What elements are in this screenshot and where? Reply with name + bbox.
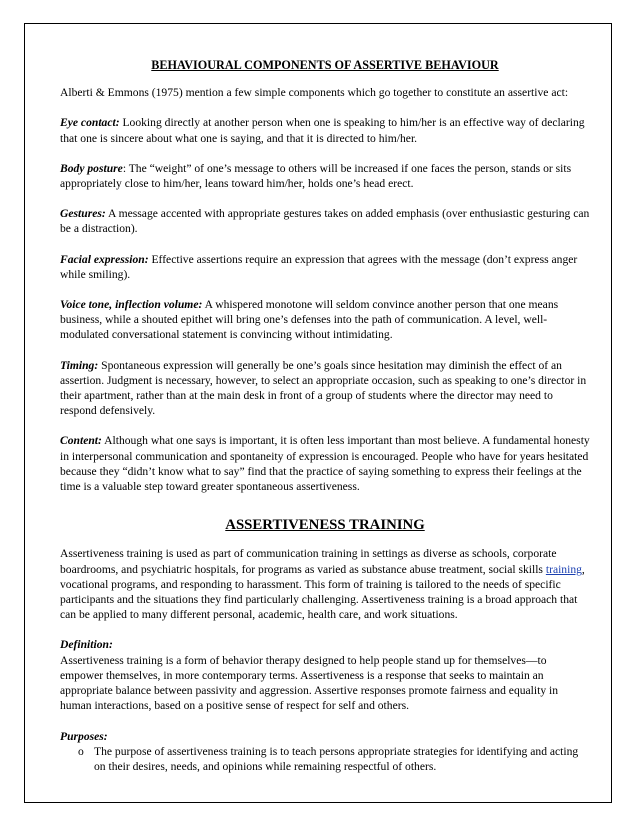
bullet-marker: o xyxy=(78,744,84,758)
component-term: Timing: xyxy=(60,358,99,372)
component-timing xyxy=(60,358,590,419)
component-text: A whispered monotone will seldom convince another person that one means business, while a shouted epithet will bring one’s defenses into the path of communication. A level, well-modulated conversational statement is convincing without intimidating. xyxy=(60,298,559,342)
component-term: Gestures: xyxy=(60,207,106,221)
component-text: A message accented with appropriate gestures takes on added emphasis (over enthusiastic gesturing can be a distraction). xyxy=(60,207,590,236)
intro-paragraph: Alberti & Emmons (1975) mention a few simple components which go together to constitute an assertive act: xyxy=(60,86,569,100)
component-body-posture xyxy=(60,161,590,191)
component-term: Body posture xyxy=(60,161,123,175)
training-paragraph xyxy=(60,546,590,622)
training-text-after: , vocational programs, and responding to harassment. This form of training is tailored to the needs of specific participants and the situations they find particularly challenging. Assertiveness training is a broad approach that can be applied to many different personal, academic, health care, and work situations. xyxy=(60,562,585,622)
component-term: Voice tone, inflection volume: xyxy=(60,298,203,312)
document-page xyxy=(24,23,612,803)
definition-label: Definition: xyxy=(60,638,113,652)
definition-text: Assertiveness training is a form of behavior therapy designed to help people stand up for themselves—to empower themselves, in more contemporary terms. Assertiveness is a response that seeks to maintain an appropriate balance between passivity and aggression. Assertive responses promote fairness and equality in human interactions, based on a positive sense of respect for self and others. xyxy=(60,653,559,713)
definition-section xyxy=(60,637,590,713)
component-facial-expression xyxy=(60,252,590,282)
purposes-label: Purposes: xyxy=(60,729,108,743)
component-term: Eye contact: xyxy=(60,116,120,130)
component-content xyxy=(60,433,590,494)
list-item xyxy=(78,744,590,774)
component-text: Although what one says is important, it is often less important than most believe. A fundamental honesty in interpersonal communication and spontaneity of expression is encouraged. People who have for years hesitated because they “didn’t know what to say” find that the practice of saying something to express their feelings at the time is a valuable step toward greater spontaneous assertiveness. xyxy=(60,434,590,494)
training-text-before: Assertiveness training is used as part of communication training in settings as diverse as schools, corporate boardrooms, and psychiatric hospitals, for programs as varied as substance abuse treatment, social skills xyxy=(60,547,557,576)
component-voice-tone xyxy=(60,297,590,343)
purpose-text: The purpose of assertiveness training is to teach persons appropriate strategies for identifying and acting on their desires, needs, and opinions while remaining respectful of others. xyxy=(94,744,579,773)
component-gestures xyxy=(60,206,590,236)
component-text: Effective assertions require an expression that agrees with the message (don’t express anger while smiling). xyxy=(60,252,578,281)
training-heading: ASSERTIVENESS TRAINING xyxy=(225,517,425,534)
component-text: Spontaneous expression will generally be one’s goals since hesitation may diminish the effect of an assertion. Judgment is necessary, however, to select an appropriate occasion, such as speaking to one’s director in their apartment, rather than at the main desk in front of a group of students where the director may need to respond defensively. xyxy=(60,358,587,418)
component-term: Content: xyxy=(60,434,102,448)
training-link[interactable]: training xyxy=(545,562,582,576)
component-text: Looking directly at another person when one is speaking to him/her is an effective way of declaring that one is sincere about what one is saying, and that it is directed to him/her. xyxy=(60,116,585,145)
document-content xyxy=(60,58,590,774)
component-eye-contact xyxy=(60,115,590,145)
purposes-list xyxy=(60,744,590,774)
component-term: Facial expression: xyxy=(60,252,149,266)
component-text: : The “weight” of one’s message to others will be increased if one faces the person, stands or sits appropriately close to him/her, leans toward him/her, holds one’s head erect. xyxy=(60,161,572,191)
purposes-section xyxy=(60,729,590,775)
components-heading: BEHAVIOURAL COMPONENTS OF ASSERTIVE BEHAVIOUR xyxy=(151,58,499,72)
